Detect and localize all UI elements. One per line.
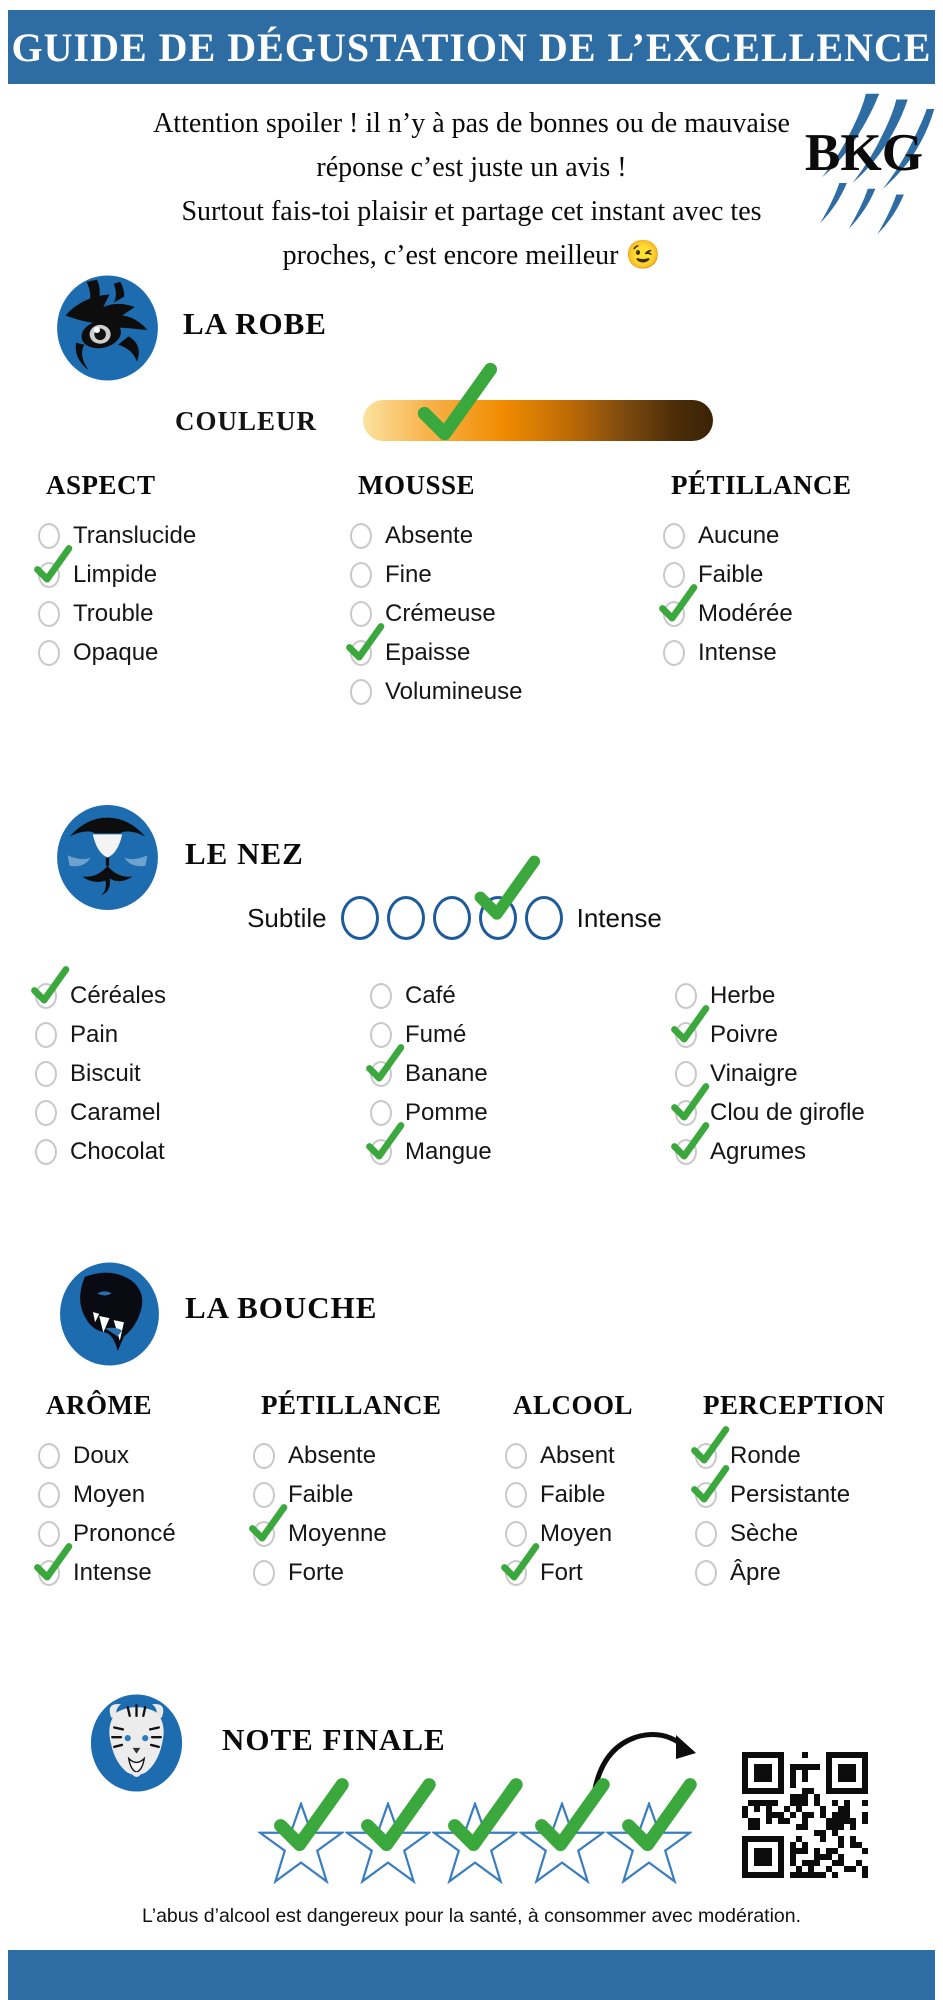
option-mangue[interactable] [370, 1132, 675, 1171]
radio-wrap [35, 1061, 57, 1087]
radio-icon[interactable] [695, 1560, 717, 1586]
option-label: Café [405, 981, 456, 1009]
alcohol-warning-text: L’abus d’alcool est dangereux pour la santé, à consommer avec modération. [141, 1905, 802, 1927]
radio-icon[interactable] [663, 562, 685, 588]
intro-line-1: Attention spoiler ! il n’y à pas de bonnes ou de mauvaise [153, 108, 790, 139]
option-label: Persistante [730, 1480, 851, 1508]
radio-icon[interactable] [695, 1443, 717, 1469]
option-label: Biscuit [70, 1059, 141, 1087]
rating-star[interactable] [345, 1796, 431, 1888]
option-label: Epaisse [385, 638, 471, 666]
tiger-eye-icon [55, 272, 160, 384]
option-prononce[interactable] [38, 1514, 253, 1553]
radio-icon[interactable] [253, 1521, 275, 1547]
scale-right-label: Intense [576, 902, 662, 933]
option-doux[interactable] [38, 1436, 253, 1475]
radio-icon[interactable] [350, 679, 372, 705]
option-label: Chocolat [70, 1137, 165, 1165]
radio-icon[interactable] [505, 1560, 527, 1586]
scale-dot[interactable] [433, 896, 471, 940]
option-cremeuse[interactable] [350, 594, 663, 633]
option-poivre[interactable] [675, 1015, 933, 1054]
radio-icon[interactable] [38, 601, 60, 627]
radio-wrap [675, 983, 697, 1009]
intro-line-3: Surtout fais-toi plaisir et partage cet instant avec tes [181, 196, 762, 227]
radio-icon[interactable] [505, 1521, 527, 1547]
option-fort[interactable] [505, 1553, 695, 1592]
robe-option-groups [38, 468, 933, 711]
radio-wrap [370, 1100, 392, 1126]
option-translucide[interactable] [38, 516, 350, 555]
option-label: Moyen [73, 1480, 146, 1508]
radio-wrap [663, 523, 685, 549]
radio-icon[interactable] [350, 523, 372, 549]
option-label: Modérée [698, 599, 793, 627]
option-label: Faible [540, 1480, 606, 1508]
star-icon [258, 1802, 344, 1884]
radio-icon[interactable] [38, 1443, 60, 1469]
radio-icon[interactable] [505, 1482, 527, 1508]
bouche-option-groups [38, 1388, 933, 1592]
option-label: Prononcé [73, 1519, 176, 1547]
option-label: Crémeuse [385, 599, 496, 627]
option-opaque[interactable] [38, 633, 350, 672]
option-herbe[interactable] [675, 976, 933, 1015]
option-label: Translucide [73, 521, 197, 549]
radio-wrap [253, 1443, 275, 1469]
option-ronde[interactable] [695, 1436, 933, 1475]
option-intense[interactable] [38, 1553, 253, 1592]
option-label: Volumineuse [385, 677, 523, 705]
star-icon [606, 1802, 692, 1884]
option-pain[interactable] [35, 1015, 370, 1054]
option-persistante[interactable] [695, 1475, 933, 1514]
radio-wrap [663, 601, 685, 627]
option-label: Vinaigre [710, 1059, 798, 1087]
option-label: Fumé [405, 1020, 467, 1048]
radio-icon[interactable] [35, 1139, 57, 1165]
radio-icon[interactable] [675, 1022, 697, 1048]
star-icon [345, 1802, 431, 1884]
option-label: Poivre [710, 1020, 779, 1048]
option-label: Doux [73, 1441, 130, 1469]
radio-icon[interactable] [695, 1521, 717, 1547]
radio-icon[interactable] [675, 1139, 697, 1165]
scale-dot[interactable] [525, 896, 563, 940]
radio-wrap [675, 1022, 697, 1048]
radio-wrap [505, 1521, 527, 1547]
nez-option-groups [35, 976, 933, 1171]
option-fume[interactable] [370, 1015, 675, 1054]
radio-wrap [505, 1443, 527, 1469]
tiger-mouth-icon [58, 1254, 161, 1374]
footer-bar [8, 1950, 935, 2000]
option-label: Pomme [405, 1098, 488, 1126]
option-label: Âpre [730, 1558, 781, 1586]
option-moyen[interactable] [505, 1514, 695, 1553]
tiger-face-icon [88, 1682, 185, 1804]
scale-dot[interactable] [479, 896, 517, 940]
option-vinaigre[interactable] [675, 1054, 933, 1093]
option-label: Limpide [73, 560, 158, 588]
option-label: Trouble [73, 599, 154, 627]
option-group [695, 1388, 933, 1592]
radio-icon[interactable] [35, 1100, 57, 1126]
option-group [38, 1388, 253, 1592]
radio-wrap [350, 562, 372, 588]
radio-wrap [253, 1482, 275, 1508]
radio-wrap [253, 1560, 275, 1586]
option-group [663, 468, 933, 711]
radio-wrap [370, 1061, 392, 1087]
option-chocolat[interactable] [35, 1132, 370, 1171]
scale-dot[interactable] [341, 896, 379, 940]
option-biscuit[interactable] [35, 1054, 370, 1093]
option-group [350, 468, 663, 711]
radio-icon[interactable] [35, 1022, 57, 1048]
radio-icon[interactable] [38, 1482, 60, 1508]
section-title-robe: LA ROBE [183, 306, 327, 341]
option-label: Intense [698, 638, 777, 666]
option-label: Banane [405, 1059, 488, 1087]
radio-wrap [38, 601, 60, 627]
option-cereales[interactable] [35, 976, 370, 1015]
radio-wrap [350, 640, 372, 666]
radio-wrap [663, 562, 685, 588]
radio-icon[interactable] [350, 562, 372, 588]
option-label: Fort [540, 1558, 583, 1586]
qr-code [742, 1752, 868, 1878]
option-limpide[interactable] [38, 555, 350, 594]
radio-icon[interactable] [663, 601, 685, 627]
header-banner [8, 10, 935, 84]
radio-wrap [35, 1022, 57, 1048]
scale-dot-circle[interactable] [525, 896, 563, 940]
option-absente[interactable] [350, 516, 663, 555]
option-label: Absente [288, 1441, 377, 1469]
option-forte[interactable] [253, 1553, 505, 1592]
option-group [675, 976, 933, 1171]
radio-wrap [38, 1482, 60, 1508]
option-label: Fine [385, 560, 432, 588]
option-label: Absent [540, 1441, 615, 1469]
radio-wrap [350, 601, 372, 627]
nose-intensity-scale [0, 896, 909, 940]
option-label: Faible [288, 1480, 354, 1508]
option-label: Absente [385, 521, 474, 549]
group-title: PÉTILLANCE [671, 470, 852, 500]
radio-icon[interactable] [38, 562, 60, 588]
option-seche[interactable] [695, 1514, 933, 1553]
option-apre[interactable] [695, 1553, 933, 1592]
radio-icon[interactable] [38, 640, 60, 666]
rating-star[interactable] [258, 1796, 344, 1888]
radio-icon[interactable] [253, 1560, 275, 1586]
radio-wrap [35, 983, 57, 1009]
radio-icon[interactable] [663, 523, 685, 549]
radio-icon[interactable] [38, 1521, 60, 1547]
radio-icon[interactable] [253, 1482, 275, 1508]
option-volumineuse[interactable] [350, 672, 663, 711]
option-group [35, 976, 370, 1171]
couleur-gradient-bar[interactable] [363, 400, 713, 441]
radio-icon[interactable] [370, 983, 392, 1009]
group-title: MOUSSE [358, 470, 476, 500]
scale-dot-circle[interactable] [387, 896, 425, 940]
section-title-bouche: LA BOUCHE [185, 1290, 378, 1325]
bkg-claw-logo [788, 92, 940, 238]
radio-wrap [350, 523, 372, 549]
radio-icon[interactable] [695, 1482, 717, 1508]
radio-wrap [370, 983, 392, 1009]
radio-wrap [675, 1139, 697, 1165]
radio-wrap [350, 679, 372, 705]
option-label: Herbe [710, 981, 776, 1009]
intro-line-4: proches, c’est encore meilleur 😉 [282, 240, 661, 271]
option-epaisse[interactable] [350, 633, 663, 672]
option-trouble[interactable] [38, 594, 350, 633]
star-icon [519, 1802, 605, 1884]
radio-wrap [38, 1443, 60, 1469]
option-absente[interactable] [253, 1436, 505, 1475]
option-caramel[interactable] [35, 1093, 370, 1132]
radio-wrap [38, 640, 60, 666]
radio-wrap [505, 1560, 527, 1586]
radio-icon[interactable] [253, 1443, 275, 1469]
scale-dot-circle[interactable] [341, 896, 379, 940]
option-fine[interactable] [350, 555, 663, 594]
option-label: Pain [70, 1020, 119, 1048]
radio-icon[interactable] [35, 1061, 57, 1087]
radio-icon[interactable] [663, 640, 685, 666]
scale-dot-circle[interactable] [479, 896, 517, 940]
radio-wrap [253, 1521, 275, 1547]
group-title: ALCOOL [513, 1390, 634, 1420]
option-label: Agrumes [710, 1137, 807, 1165]
option-moyen[interactable] [38, 1475, 253, 1514]
radio-icon[interactable] [505, 1443, 527, 1469]
radio-wrap [663, 640, 685, 666]
option-group [253, 1388, 505, 1592]
radio-icon[interactable] [370, 1022, 392, 1048]
option-aucune[interactable] [663, 516, 933, 555]
option-label: Céréales [70, 981, 167, 1009]
option-clou-de-girofle[interactable] [675, 1093, 933, 1132]
option-group [370, 976, 675, 1171]
radio-wrap [695, 1482, 717, 1508]
option-agrumes[interactable] [675, 1132, 933, 1171]
scale-dot-circle[interactable] [433, 896, 471, 940]
radio-icon[interactable] [35, 983, 57, 1009]
radio-icon[interactable] [350, 601, 372, 627]
option-label: Opaque [73, 638, 159, 666]
radio-icon[interactable] [38, 1560, 60, 1586]
radio-icon[interactable] [370, 1100, 392, 1126]
group-title: ASPECT [46, 470, 156, 500]
option-label: Faible [698, 560, 764, 588]
group-title: PÉTILLANCE [261, 1390, 442, 1420]
radio-icon[interactable] [370, 1061, 392, 1087]
radio-icon[interactable] [38, 523, 60, 549]
option-label: Mangue [405, 1137, 492, 1165]
radio-wrap [38, 1560, 60, 1586]
option-label: Forte [288, 1558, 345, 1586]
radio-icon[interactable] [675, 983, 697, 1009]
option-absent[interactable] [505, 1436, 695, 1475]
option-group [38, 468, 350, 711]
option-moderee[interactable] [663, 594, 933, 633]
star-icon [432, 1802, 518, 1884]
option-group [505, 1388, 695, 1592]
option-label: Aucune [698, 521, 780, 549]
radio-icon[interactable] [350, 640, 372, 666]
radio-wrap [35, 1139, 57, 1165]
radio-icon[interactable] [675, 1100, 697, 1126]
option-faible[interactable] [505, 1475, 695, 1514]
rating-star[interactable] [519, 1796, 605, 1888]
option-label: Caramel [70, 1098, 161, 1126]
option-intense[interactable] [663, 633, 933, 672]
radio-icon[interactable] [370, 1139, 392, 1165]
scale-dot[interactable] [387, 896, 425, 940]
arrow-icon [588, 1726, 700, 1800]
option-label: Ronde [730, 1441, 801, 1469]
radio-wrap [370, 1022, 392, 1048]
option-label: Intense [73, 1558, 152, 1586]
option-label: Moyen [540, 1519, 613, 1547]
radio-wrap [675, 1100, 697, 1126]
intro-line-2: réponse c’est juste un avis ! [316, 152, 627, 183]
option-label: Sèche [730, 1519, 799, 1547]
group-title: PERCEPTION [703, 1390, 886, 1420]
option-label: Clou de girofle [710, 1098, 865, 1126]
radio-wrap [38, 523, 60, 549]
radio-wrap [695, 1521, 717, 1547]
option-faible[interactable] [663, 555, 933, 594]
rating-star[interactable] [606, 1796, 692, 1888]
radio-wrap [695, 1443, 717, 1469]
option-label: Moyenne [288, 1519, 387, 1547]
radio-wrap [38, 1521, 60, 1547]
option-banane[interactable] [370, 1054, 675, 1093]
rating-star[interactable] [432, 1796, 518, 1888]
option-faible[interactable] [253, 1475, 505, 1514]
group-title: ARÔME [46, 1390, 152, 1420]
option-pomme[interactable] [370, 1093, 675, 1132]
final-rating-stars [258, 1796, 693, 1888]
scale-dots [337, 896, 567, 940]
radio-wrap [695, 1560, 717, 1586]
radio-wrap [675, 1061, 697, 1087]
section-title-note: NOTE FINALE [222, 1722, 446, 1757]
section-title-nez: LE NEZ [185, 836, 304, 871]
radio-icon[interactable] [675, 1061, 697, 1087]
bkg-logo-text: BKG [804, 122, 924, 182]
couleur-label: COULEUR [175, 406, 318, 436]
scale-left-label: Subtile [247, 902, 327, 933]
option-moyenne[interactable] [253, 1514, 505, 1553]
radio-wrap [38, 562, 60, 588]
page-title: GUIDE DE DÉGUSTATION DE L’EXCELLENCE [11, 24, 932, 70]
radio-wrap [505, 1482, 527, 1508]
radio-wrap [370, 1139, 392, 1165]
option-cafe[interactable] [370, 976, 675, 1015]
radio-wrap [35, 1100, 57, 1126]
